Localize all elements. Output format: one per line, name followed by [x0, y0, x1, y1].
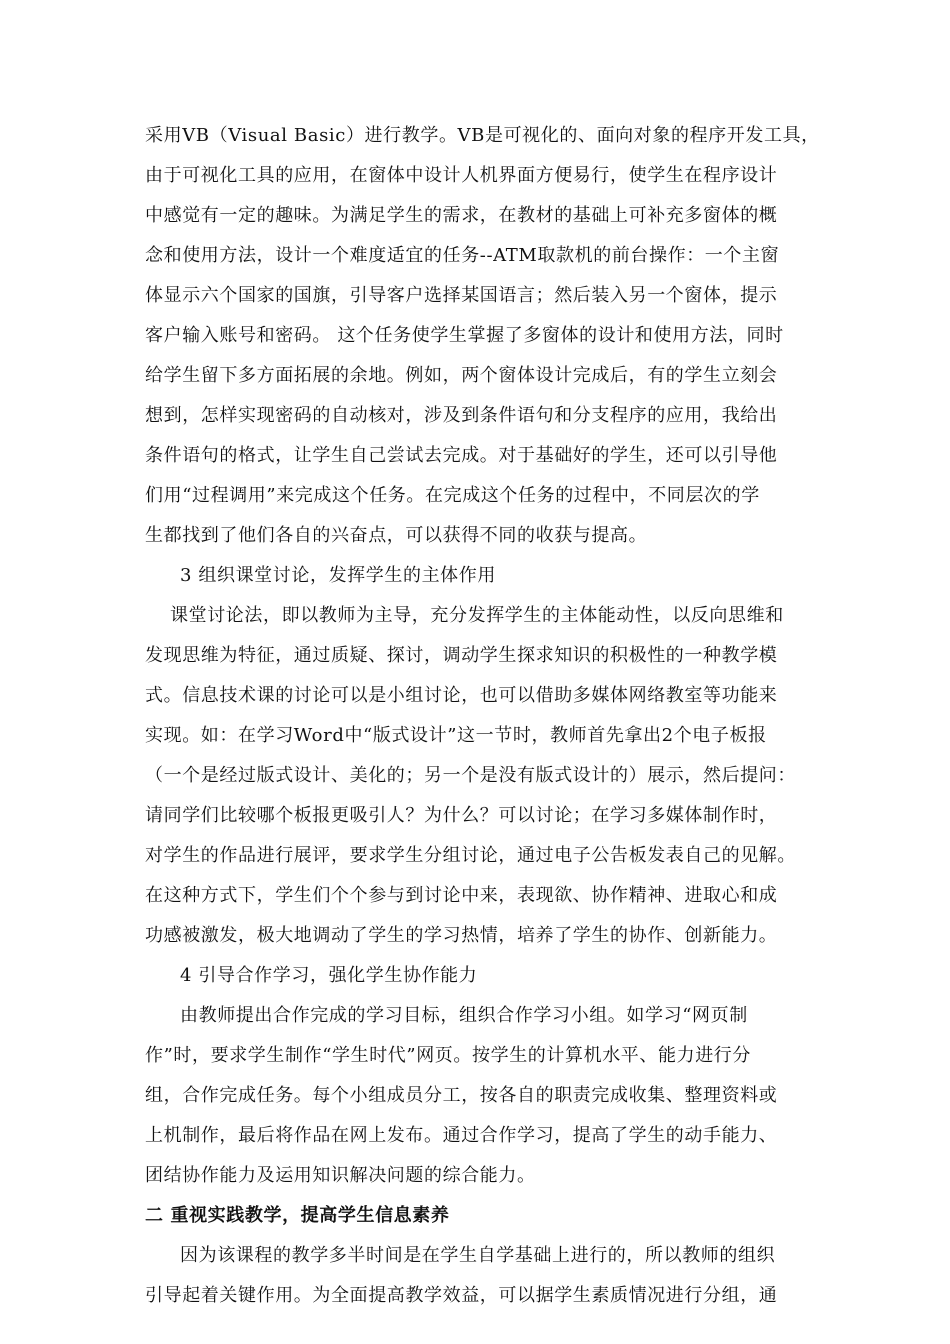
- body-text-line: 对学生的作品进行展评，要求学生分组讨论，通过电子公告板发表自己的见解。: [145, 845, 796, 866]
- body-text-line: 上机制作，最后将作品在网上发布。通过合作学习，提高了学生的动手能力、: [145, 1125, 778, 1146]
- body-text-line: 采用VB（Visual Basic）进行教学。VB是可视化的、面向对象的程序开发工具，: [145, 125, 820, 146]
- body-text-line: 请同学们比较哪个板报更吸引人？为什么？可以讨论；在学习多媒体制作时，: [145, 805, 778, 826]
- body-text-line: 团结协作能力及运用知识解决问题的综合能力。: [145, 1165, 536, 1186]
- body-text-line: 课堂讨论法，即以教师为主导，充分发挥学生的主体能动性，以反向思维和: [170, 605, 784, 626]
- body-text-line: 们用“过程调用”来完成这个任务。在完成这个任务的过程中，不同层次的学: [145, 485, 760, 506]
- body-text-line: 生都找到了他们各自的兴奋点，可以获得不同的收获与提高。: [145, 525, 648, 546]
- body-text-line: 式。信息技术课的讨论可以是小组讨论，也可以借助多媒体网络教室等功能来: [145, 685, 778, 706]
- chapter-heading-2: 二 重视实践教学，提高学生信息素养: [145, 1205, 450, 1226]
- body-text-line: （一个是经过版式设计、美化的；另一个是没有版式设计的）展示，然后提问：: [145, 765, 796, 786]
- body-text-line: 因为该课程的教学多半时间是在学生自学基础上进行的，所以教师的组织: [180, 1245, 776, 1266]
- body-text-line: 作”时，要求学生制作“学生时代”网页。按学生的计算机水平、能力进行分: [145, 1045, 752, 1066]
- body-text-line: 客户输入账号和密码。 这个任务使学生掌握了多窗体的设计和使用方法，同时: [145, 325, 784, 346]
- body-text-line: 发现思维为特征，通过质疑、探讨，调动学生探求知识的积极性的一种教学模: [145, 645, 778, 666]
- body-text-line: 由教师提出合作完成的学习目标，组织合作学习小组。如学习“网页制: [180, 1005, 748, 1026]
- body-text-line: 中感觉有一定的趣味。为满足学生的需求，在教材的基础上可补充多窗体的概: [145, 205, 778, 226]
- body-text-line: 在这种方式下，学生们个个参与到讨论中来，表现欲、协作精神、进取心和成: [145, 885, 778, 906]
- body-text-line: 条件语句的格式，让学生自己尝试去完成。对于基础好的学生，还可以引导他: [145, 445, 778, 466]
- body-text-line: 给学生留下多方面拓展的余地。例如，两个窗体设计完成后，有的学生立刻会: [145, 365, 778, 386]
- body-text-line: 念和使用方法，设计一个难度适宜的任务--ATM取款机的前台操作：一个主窗: [145, 245, 780, 266]
- body-text-line: 由于可视化工具的应用，在窗体中设计人机界面方便易行，使学生在程序设计: [145, 165, 778, 186]
- body-text-line: 想到，怎样实现密码的自动核对，涉及到条件语句和分支程序的应用，我给出: [145, 405, 778, 426]
- body-text-line: 组，合作完成任务。每个小组成员分工，按各自的职责完成收集、整理资料或: [145, 1085, 778, 1106]
- body-text-line: 体显示六个国家的国旗，引导客户选择某国语言；然后装入另一个窗体，提示: [145, 285, 778, 306]
- section-heading-3: 3 组织课堂讨论，发挥学生的主体作用: [180, 565, 496, 586]
- body-text-line: 引导起着关键作用。为全面提高教学效益，可以据学生素质情况进行分组，通: [145, 1285, 778, 1306]
- body-text-line: 功感被激发，极大地调动了学生的学习热情，培养了学生的协作、创新能力。: [145, 925, 778, 946]
- body-text-line: 实现。如：在学习Word中“版式设计”这一节时，教师首先拿出2个电子板报: [145, 725, 767, 746]
- section-heading-4: 4 引导合作学习，强化学生协作能力: [180, 965, 478, 986]
